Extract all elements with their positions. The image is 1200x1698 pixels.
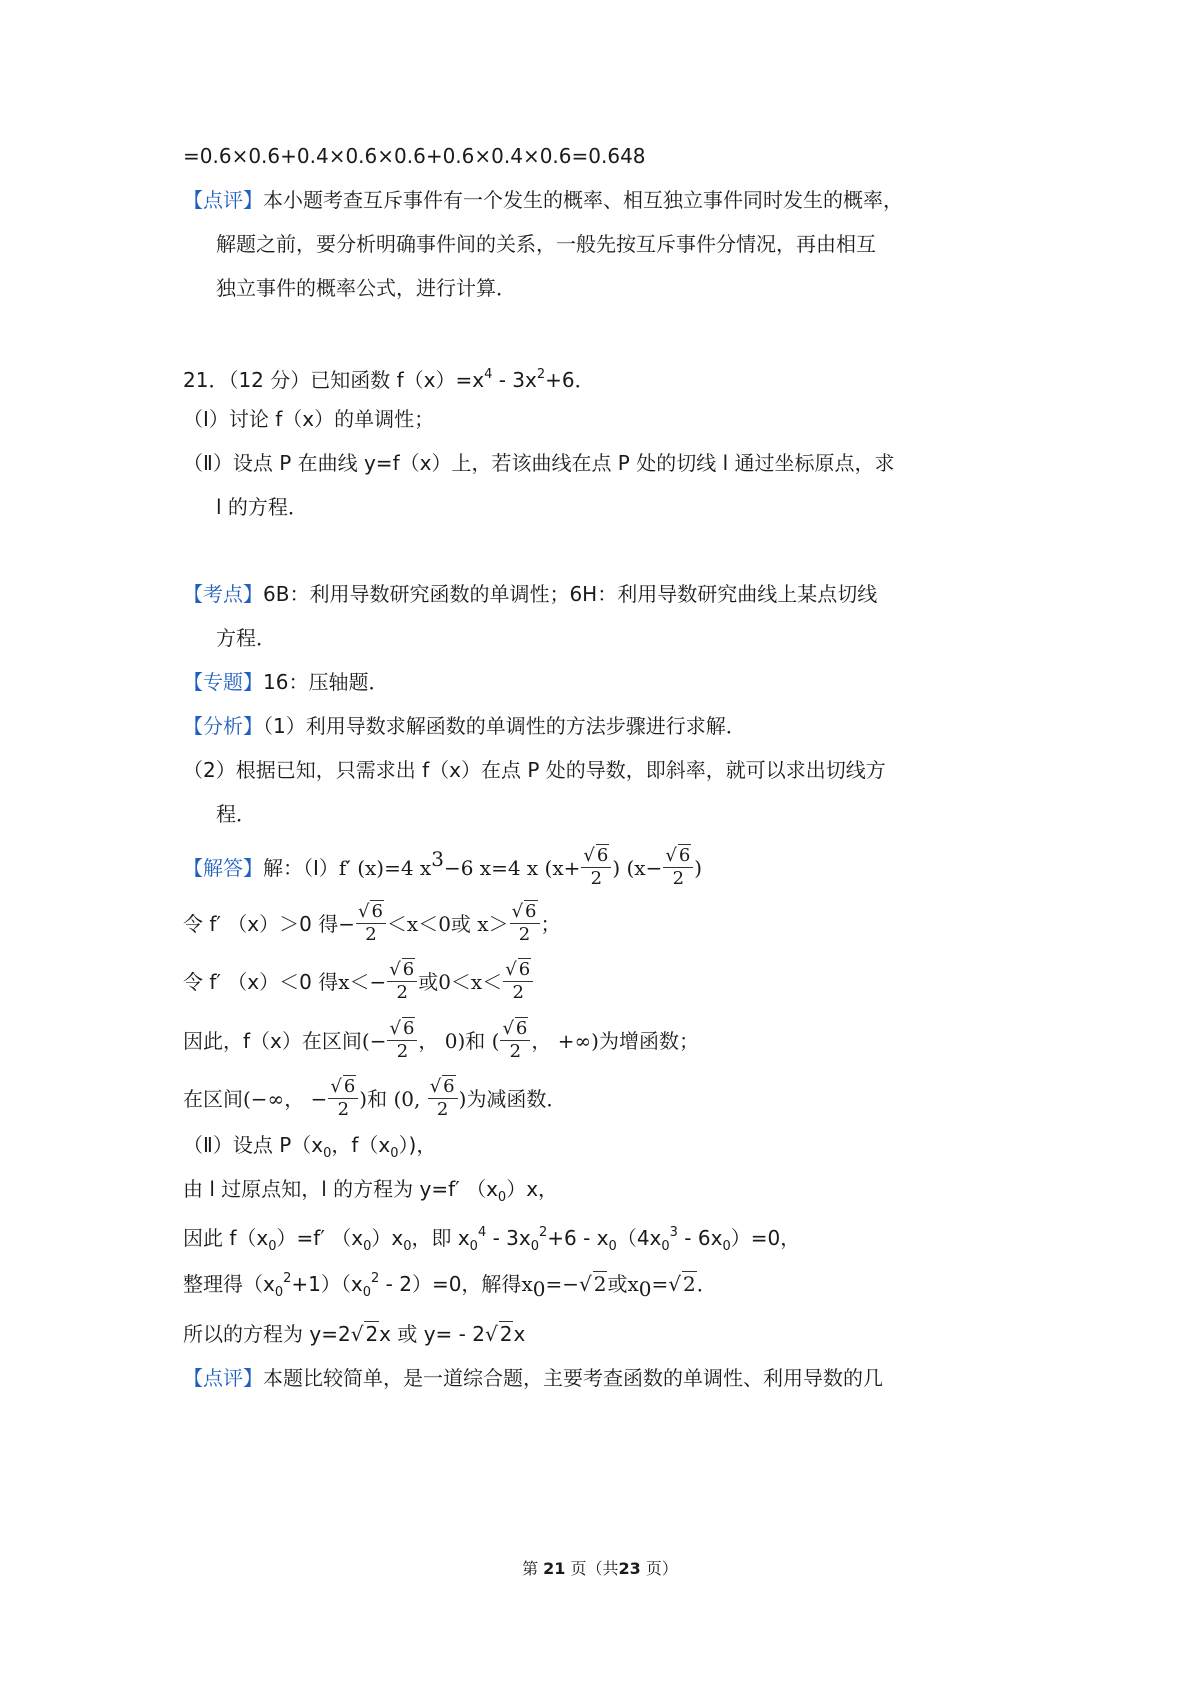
increasing-intervals: 因此，f（x）在区间(− $\frac{√ 6}{2}$ ， 0)和 ( $\frac{√ 6}{2}$ ， +∞)为增函数； — [183, 1018, 699, 1062]
analysis-line-2-cont: 程． — [216, 802, 256, 826]
part-2-point: （Ⅱ）设点 $P(x_0$，$f(x_0)$)， — [183, 1133, 437, 1161]
question-21-part-2: （Ⅱ）设点 P 在曲线 y=f（x）上，若该曲线在点 P 处的切线 l 通过坐标原点，求 — [183, 451, 895, 475]
page-number: 21 — [543, 1559, 566, 1578]
analysis-line-1: 【分析】（1）利用导数求解函数的单调性的方法步骤进行求解． — [183, 714, 746, 738]
fraction-sqrt6-over-2: $\frac{√ 6}{2}$ — [387, 1018, 417, 1063]
topic-tag: 【专题】 — [183, 670, 263, 694]
analysis-line-2: （2）根据已知，只需求出 f（x）在点 P 处的导数，即斜率，就可以求出切线方 — [183, 758, 886, 782]
topic-line: 【专题】16：压轴题． — [183, 670, 389, 694]
comment-tag: 【点评】 — [183, 1366, 263, 1390]
decreasing-intervals: 在区间(−∞， − $\frac{√ 6}{2}$ )和 (0, $\frac{√ 6}{2}$ )为减函数． — [183, 1076, 567, 1120]
fraction-sqrt6-over-2: $\frac{√ 6}{2}$ — [663, 845, 693, 890]
comment-tag: 【点评】 — [183, 188, 263, 212]
comment-line-2: 解题之前，要分析明确事件间的关系，一般先按互斥事件分情况，再由相互 — [216, 232, 876, 256]
fraction-sqrt6-over-2: $\frac{√ 6}{2}$ — [510, 901, 540, 946]
question-21-part-2-cont: l 的方程． — [216, 495, 308, 519]
solution-derivative: 【解答】解：（Ⅰ）f′ (x)=4 x3−6 x=4 x (x+ $\frac{√ 6}{2}$ ) (x− $\frac{√ 6}{2}$ ) — [183, 845, 703, 889]
knowledge-point: 【考点】6B：利用导数研究函数的单调性；6H：利用导数研究曲线上某点切线 — [183, 582, 878, 606]
increasing-condition: 令 f′ （x）＞0 得− $\frac{√ 6}{2}$ ＜x＜0或 x＞ $\frac{√ 6}{2}$ ； — [183, 901, 561, 945]
comment-line-3: 独立事件的概率公式，进行计算． — [216, 276, 516, 300]
fraction-sqrt6-over-2: $\frac{√ 6}{2}$ — [581, 845, 611, 890]
knowledge-tag: 【考点】 — [183, 582, 263, 606]
page-footer: 第 21 页（共23 页） — [522, 1559, 678, 1578]
fraction-sqrt6-over-2: $\frac{√ 6}{2}$ — [356, 901, 386, 946]
decreasing-condition: 令 f′ （x）＜0 得x＜− $\frac{√ 6}{2}$ 或0＜x＜ $\frac{√ 6}{2}$ — [183, 961, 534, 1006]
factorization-line: 整理得$(x_0^2+1)(x_0^2 - 2)=0$，解得x0=−√ 2或x0=√ 2． — [183, 1271, 717, 1301]
fraction-sqrt6-over-2: $\frac{√ 6}{2}$ — [328, 1076, 358, 1121]
solution-line-result: =0.6×0.6+0.4×0.6×0.6+0.6×0.4×0.6=0.648 — [183, 144, 646, 168]
comment-2: 【点评】本题比较简单，是一道综合题，主要考查函数的单调性、利用导数的几 — [183, 1366, 883, 1390]
question-21-part-1: （Ⅰ）讨论 f（x）的单调性； — [183, 407, 435, 431]
fraction-sqrt6-over-2: $\frac{√ 6}{2}$ — [387, 959, 417, 1004]
question-21-stem: 21．（12 分）已知函数 $f(x)=x^4 - 3x^2+6$． — [183, 367, 595, 392]
fraction-sqrt6-over-2: $\frac{√ 6}{2}$ — [503, 959, 533, 1004]
total-pages: 23 — [618, 1559, 641, 1578]
analysis-tag: 【分析】 — [183, 714, 263, 738]
tangent-equation: 由 l 过原点知，l 的方程为 y=f′ $(x_0)x$， — [183, 1177, 559, 1205]
fraction-sqrt6-over-2: $\frac{√ 6}{2}$ — [428, 1076, 458, 1121]
fraction-sqrt6-over-2: $\frac{√ 6}{2}$ — [500, 1018, 530, 1063]
knowledge-point-cont: 方程． — [216, 626, 276, 650]
solution-tag: 【解答】 — [183, 856, 263, 880]
comment-paragraph: 【点评】本小题考查互斥事件有一个发生的概率、相互独立事件同时发生的概率， — [183, 188, 903, 212]
final-answer: 所以的方程为 y=2√ 2x 或 y= - 2√ 2x — [183, 1322, 526, 1346]
tangent-condition: 因此 $f(x_0)=f'$ $(x_0)x_0$，即 $x_0^4 - 3x_0^2+6 - x_0(4x_0^3 - 6x_0)=0$， — [183, 1225, 801, 1254]
